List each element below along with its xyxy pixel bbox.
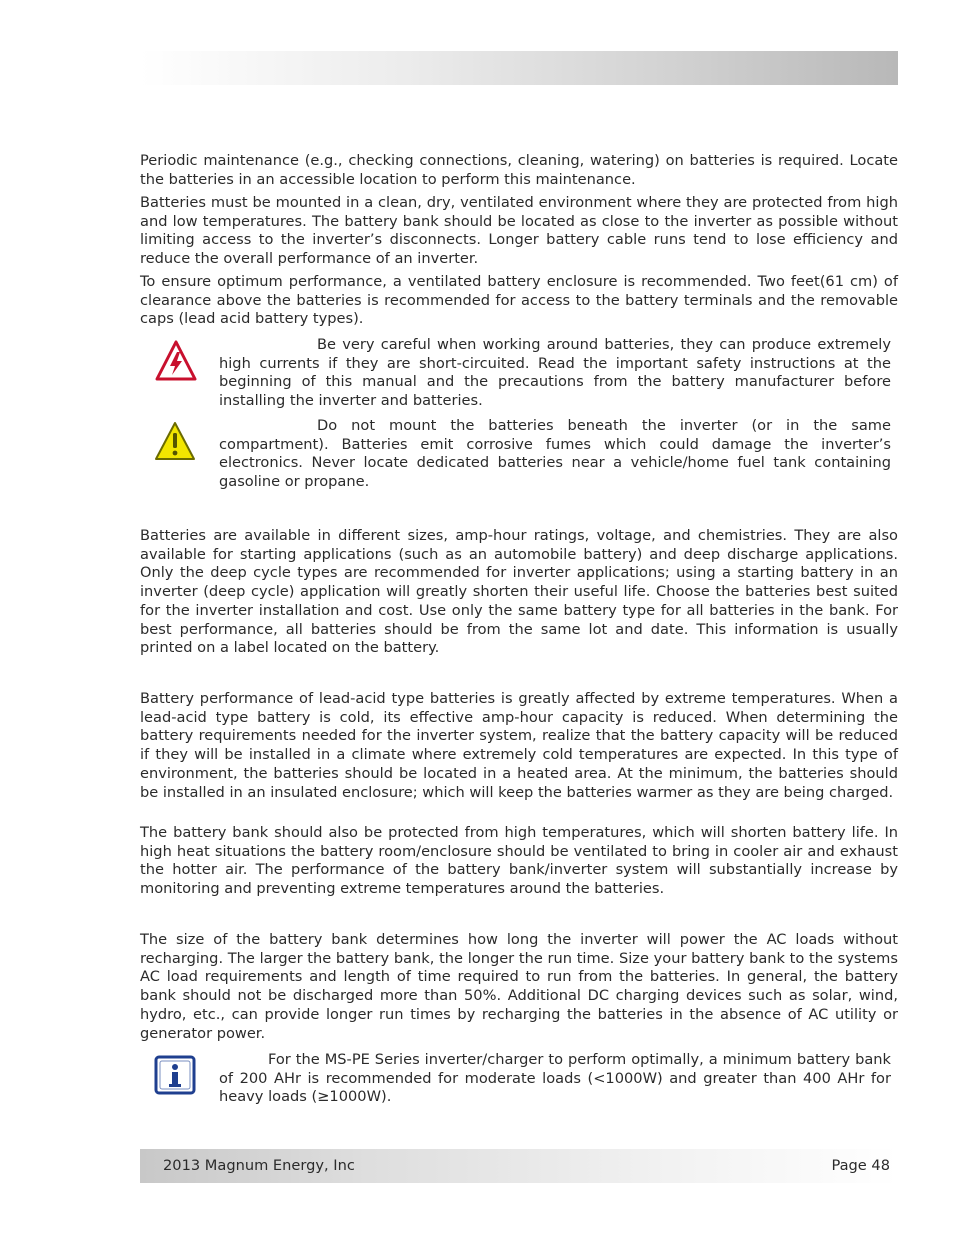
- battery-types-paragraph: Batteries are available in different sizes, amp-hour ratings, voltage, and chemistries. They are also available for starting applications (such as an automobile battery) and deep discharge applications. Only the deep cycle types are recommended for inverter applications; using a starting battery in an inverter (deep cycle) application will greatly shorten their useful life. Choose the batteries best suited for the inverter installation and cost. Use only the same battery type for all batteries in the bank. For best performance, all batteries should be from the same lot and date. This information is usually printed on a label located on the battery.: [140, 527, 898, 657]
- intro-paragraph-1: Periodic maintenance (e.g., checking connections, cleaning, watering) on batteries is required. Locate the batteries in an accessible location to perform this maintenance.: [140, 152, 898, 188]
- temperature-paragraph-2: The battery bank should also be protected from high temperatures, which will shorten battery life. In high heat situations the battery room/enclosure should be ventilated to bring in cooler air and exhaust the hotter air. The performance of the battery bank/inverter system will substantially increase by monitoring and preventing extreme temperatures around the batteries.: [140, 824, 898, 898]
- footer-bar: [140, 1149, 898, 1183]
- footer-page-number: Page 48: [831, 1157, 890, 1174]
- warning-text: Be very careful when working around batteries, they can produce extremely high currents if they are short-circuited. Read the important safety instructions at the beginning of this manual and the precautions from the battery manufacturer before installing the inverter and batteries.: [219, 336, 891, 410]
- electrical-hazard-icon: [154, 339, 198, 383]
- info-note: [219, 1051, 891, 1107]
- info-text: For the MS-PE Series inverter/charger to perform optimally, a minimum battery bank of 200 AHr is recommended for moderate loads (<1000W) and greater than 400 AHr for heavy loads (≥1000W).: [219, 1051, 891, 1106]
- caution-exclamation-icon: [153, 420, 197, 462]
- footer-copyright: 2013 Magnum Energy, Inc: [163, 1157, 355, 1174]
- caution-note: [219, 417, 891, 492]
- caution-text: Do not mount the batteries beneath the inverter (or in the same compartment). Batteries emit corrosive fumes which could damage the inverter’s electronics. Never locate dedicated batteries near a vehicle/home fuel tank containing gasoline or propane.: [219, 417, 891, 491]
- intro-paragraph-2: Batteries must be mounted in a clean, dry, ventilated environment where they are protected from high and low temperatures. The battery bank should be located as close to the inverter as possible without limiting access to the inverter’s disconnects. Longer battery cable runs tend to lose efficiency and reduce the overall performance of an inverter.: [140, 194, 898, 268]
- info-icon: [154, 1055, 196, 1095]
- warning-note: [219, 336, 891, 411]
- sizing-paragraph: The size of the battery bank determines how long the inverter will power the AC loads without recharging. The larger the battery bank, the longer the run time. Size your battery bank to the systems AC load requirements and length of time required to run from the batteries. In general, the battery bank should not be discharged more than 50%. Additional DC charging devices such as solar, wind, hydro, etc., can provide longer run times by recharging the batteries in the absence of AC utility or generator power.: [140, 931, 898, 1042]
- header-bar: [140, 51, 898, 85]
- temperature-paragraph-1: Battery performance of lead-acid type batteries is greatly affected by extreme temperatures. When a lead-acid type battery is cold, its effective amp-hour capacity is reduced. When determining the battery requirements needed for the inverter system, realize that the battery capacity will be reduced if they will be installed in a climate where extremely cold temperatures are expected. In this type of environment, the batteries should be located in a heated area. At the minimum, the batteries should be installed in an insulated enclosure; which will keep the batteries warmer as they are being charged.: [140, 690, 898, 801]
- intro-paragraph-3: To ensure optimum performance, a ventilated battery enclosure is recommended. Two feet(61 cm) of clearance above the batteries is recommended for access to the battery terminals and the removable caps (lead acid battery types).: [140, 273, 898, 328]
